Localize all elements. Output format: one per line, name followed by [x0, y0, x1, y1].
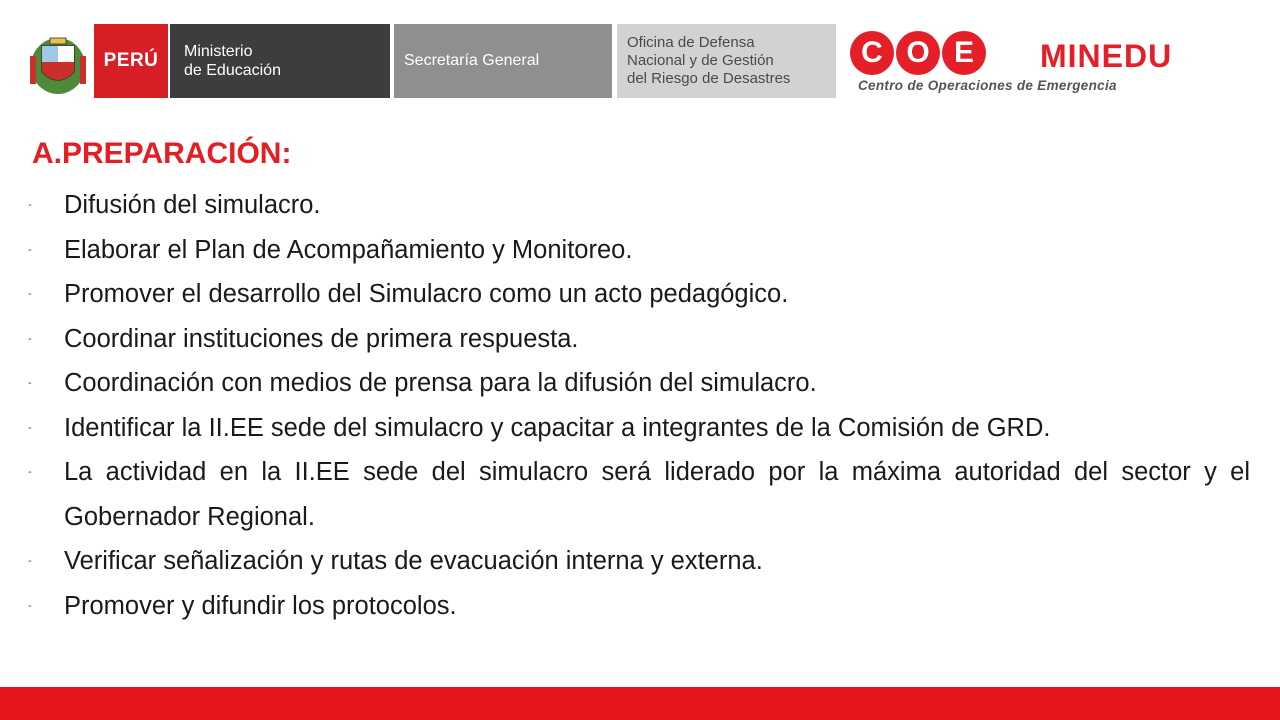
- secretaria-logo: [394, 24, 612, 98]
- coe-letter-e: E: [942, 31, 986, 75]
- list-item-text: Promover y difundir los protocolos.: [64, 591, 457, 620]
- minedu-label: MINEDU: [1040, 38, 1173, 74]
- footer-bar: [0, 687, 1280, 720]
- oficina-line-1: Oficina de Defensa: [627, 34, 755, 51]
- oficina-line-3: del Riesgo de Desastres: [627, 70, 791, 87]
- list-item-text: La actividad en la II.EE sede del simulacro será liderado por la máxima autoridad del sector y el Gobernador Regional.: [64, 458, 1250, 531]
- list-item: [28, 584, 1250, 629]
- ministerio-logo: [170, 24, 390, 98]
- coe-letter-o: O: [896, 31, 940, 75]
- coat-of-arms-icon: [28, 28, 88, 98]
- list-item: [28, 317, 1250, 362]
- list-item: [28, 539, 1250, 584]
- list-item: [28, 272, 1250, 317]
- list-item-text: Identificar la II.EE sede del simulacro y capacitar a integrantes de la Comisión de GRD.: [64, 413, 1051, 442]
- preparation-list: [28, 183, 1250, 628]
- bullet-dash: -: [28, 199, 32, 211]
- bullet-dash: -: [28, 555, 32, 567]
- section-title: A.PREPARACIÓN:: [32, 137, 292, 170]
- bullet-dash: -: [28, 377, 32, 389]
- list-item-text: Promover el desarrollo del Simulacro como un acto pedagógico.: [64, 280, 789, 308]
- ministerio-line-2: de Educación: [184, 62, 281, 79]
- secretaria-label: Secretaría General: [404, 52, 540, 69]
- list-item-text: Elaborar el Plan de Acompañamiento y Monitoreo.: [64, 235, 633, 264]
- bullet-dash: -: [28, 243, 32, 256]
- list-item-text: Difusión del simulacro.: [64, 191, 321, 219]
- bullet-dash: -: [28, 466, 32, 478]
- list-item: [28, 361, 1250, 406]
- list-item-text: Coordinar instituciones de primera respuesta.: [64, 324, 579, 353]
- peru-label: PERÚ: [103, 50, 159, 71]
- coe-minedu-logo: [850, 30, 1190, 96]
- bullet-dash: -: [28, 332, 32, 345]
- peru-logo: [94, 24, 168, 98]
- list-item-text: Coordinación con medios de prensa para la difusión del simulacro.: [64, 369, 817, 397]
- list-item: [28, 228, 1250, 273]
- list-item: [28, 450, 1250, 539]
- bullet-dash: -: [28, 599, 32, 612]
- ministerio-line-1: Ministerio: [184, 43, 253, 60]
- coe-subtitle: Centro de Operaciones de Emergencia: [858, 78, 1117, 93]
- bullet-dash: -: [28, 421, 32, 434]
- header-logos: [0, 22, 1280, 100]
- list-item: [28, 183, 1250, 228]
- list-item: [28, 406, 1250, 451]
- oficina-logo: [617, 24, 836, 98]
- oficina-line-2: Nacional y de Gestión: [627, 52, 774, 69]
- coe-letter-c: C: [850, 31, 894, 75]
- coe-letters: [850, 30, 988, 76]
- bullet-dash: -: [28, 288, 32, 300]
- list-item-text: Verificar señalización y rutas de evacuación interna y externa.: [64, 547, 763, 575]
